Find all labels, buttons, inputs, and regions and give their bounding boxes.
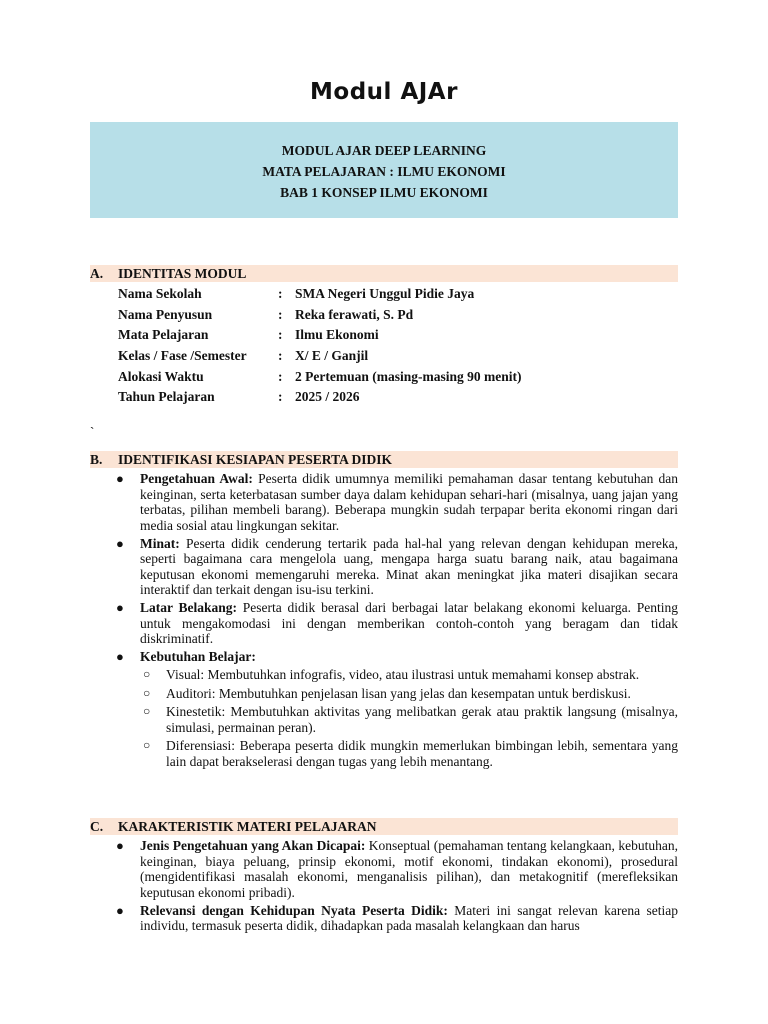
identity-key: Kelas / Fase /Semester — [118, 348, 247, 363]
list-item — [90, 649, 678, 665]
item-label: Relevansi dengan Kehidupan Nyata Peserta Didik: — [140, 902, 448, 918]
sub-item-text: Diferensiasi: Beberapa peserta didik mungkin memerlukan bimbingan lebih, sementara yang lain dapat berakselerasi dengan tugas yang lebih menantang. — [166, 738, 678, 769]
section-c-letter: C. — [90, 819, 104, 834]
section-c-list — [90, 838, 678, 936]
identity-colon: : — [278, 327, 283, 342]
item-text: Peserta didik umumnya memiliki pemahaman dasar tentang kebutuhan dan keinginan, serta keterbatasan sumber daya dalam kehidupan sehari-hari (misalnya, uang jajan yang terbatas, pilihan membeli barang). Beberapa mungkin sudah terpapar berita ekonomi ringan dari media sosial atau lingkungan sekitar. — [140, 471, 678, 533]
sub-item-text: Kinestetik: Membutuhkan aktivitas yang melibatkan gerak atau praktik langsung (misalnya, simulasi, permainan peran). — [166, 704, 678, 735]
list-item — [90, 536, 678, 598]
sub-item-text: Auditori: Membutuhkan penjelasan lisan yang jelas dan kesempatan untuk berdiskusi. — [166, 685, 631, 701]
bullet-icon: ● — [116, 649, 124, 664]
identity-key: Tahun Pelajaran — [118, 389, 215, 404]
identity-key: Mata Pelajaran — [118, 327, 209, 342]
section-c-title: KARAKTERISTIK MATERI PELAJARAN — [118, 819, 377, 834]
sub-list-item — [90, 738, 678, 769]
stray-mark: ` — [90, 424, 95, 439]
identity-key: Nama Sekolah — [118, 286, 202, 301]
identity-colon: : — [278, 389, 283, 404]
identity-colon: : — [278, 307, 283, 322]
item-text: Konseptual (pemahaman tentang kelangkaan, kebutuhan, keinginan, biaya peluang, prinsip ekonomi, motif ekonomi, tindakan ekonomi), prosedural (mengidentifikasi masalah ekonomi, menganalisis pilihan), dan metakognitif (merefleksikan keputusan ekonomi pribadi). — [140, 838, 678, 900]
identity-key: Alokasi Waktu — [118, 369, 204, 384]
sub-item-text: Visual: Membutuhkan infografis, video, atau ilustrasi untuk memahami konsep abstrak. — [166, 667, 640, 682]
item-label: Minat: — [140, 535, 180, 551]
identity-row-school — [118, 284, 678, 304]
identity-key: Nama Penyusun — [118, 307, 213, 322]
document-title: Modul AJAr — [310, 79, 458, 105]
list-item — [90, 903, 678, 934]
section-c-heading — [90, 818, 678, 835]
section-a-letter: A. — [90, 266, 104, 281]
banner-line-2: MATA PELAJARAN : ILMU EKONOMI — [262, 164, 506, 179]
section-a-title: IDENTITAS MODUL — [118, 266, 247, 281]
identity-row-time — [118, 367, 678, 387]
list-item — [90, 600, 678, 647]
identity-row-author — [118, 305, 678, 325]
list-item — [90, 471, 678, 533]
banner-line-3: BAB 1 KONSEP ILMU EKONOMI — [280, 185, 488, 200]
banner-line-1: MODUL AJAR DEEP LEARNING — [281, 143, 487, 158]
sub-list-item — [90, 686, 678, 702]
list-item — [90, 838, 678, 900]
identity-row-class — [118, 346, 678, 366]
item-label: Latar Belakang: — [140, 600, 238, 615]
circle-bullet-icon: ○ — [143, 704, 151, 718]
bullet-icon: ● — [116, 471, 124, 486]
bullet-icon: ● — [116, 600, 124, 615]
identity-value: SMA Negeri Unggul Pidie Jaya — [295, 286, 475, 301]
module-banner — [90, 122, 678, 218]
identity-colon: : — [278, 286, 283, 301]
item-text: Peserta didik berasal dari berbagai latar belakang ekonomi keluarga. Penting untuk mengakomodasi ini dengan memberikan contoh-contoh yang beragam dan tidak diskriminatif. — [140, 600, 678, 646]
bullet-icon: ● — [116, 838, 124, 853]
circle-bullet-icon: ○ — [143, 685, 151, 700]
section-a-heading — [90, 265, 678, 282]
identity-colon: : — [278, 348, 283, 363]
item-label: Jenis Pengetahuan yang Akan Dicapai: — [140, 838, 366, 853]
circle-bullet-icon: ○ — [143, 738, 151, 752]
section-b-list — [90, 471, 678, 772]
identity-value: 2 Pertemuan (masing-masing 90 menit) — [295, 369, 522, 384]
bullet-icon: ● — [116, 535, 124, 551]
identity-value: X/ E / Ganjil — [295, 348, 369, 363]
item-label: Kebutuhan Belajar: — [140, 649, 256, 664]
section-b-letter: B. — [90, 452, 103, 467]
identity-row-year — [118, 387, 678, 407]
identity-colon: : — [278, 369, 283, 384]
identity-row-subject — [118, 325, 678, 345]
bullet-icon: ● — [116, 902, 124, 918]
section-b-title: IDENTIFIKASI KESIAPAN PESERTA DIDIK — [118, 452, 392, 467]
sub-list-item — [90, 667, 678, 683]
section-b-heading — [90, 451, 678, 468]
item-text: Peserta didik cenderung tertarik pada hal-hal yang relevan dengan kehidupan mereka, seperti bagaimana cara mengelola uang, mengapa harga suatu barang naik, atau bagaimana keputusan ekonomi memengaruhi mereka. Minat akan meningkat jika materi disajikan secara interaktif dan terkait dengan isu-isu terkini. — [140, 535, 678, 597]
sub-list-item — [90, 704, 678, 735]
circle-bullet-icon: ○ — [143, 667, 151, 681]
identity-value: 2025 / 2026 — [295, 389, 360, 404]
item-text: Materi ini sangat relevan karena setiap individu, termasuk peserta didik, dihadapkan pada masalah kelangkaan dan harus — [140, 902, 678, 933]
identity-value: Reka ferawati, S. Pd — [295, 307, 414, 322]
item-label: Pengetahuan Awal: — [140, 471, 253, 486]
identity-value: Ilmu Ekonomi — [295, 327, 379, 342]
